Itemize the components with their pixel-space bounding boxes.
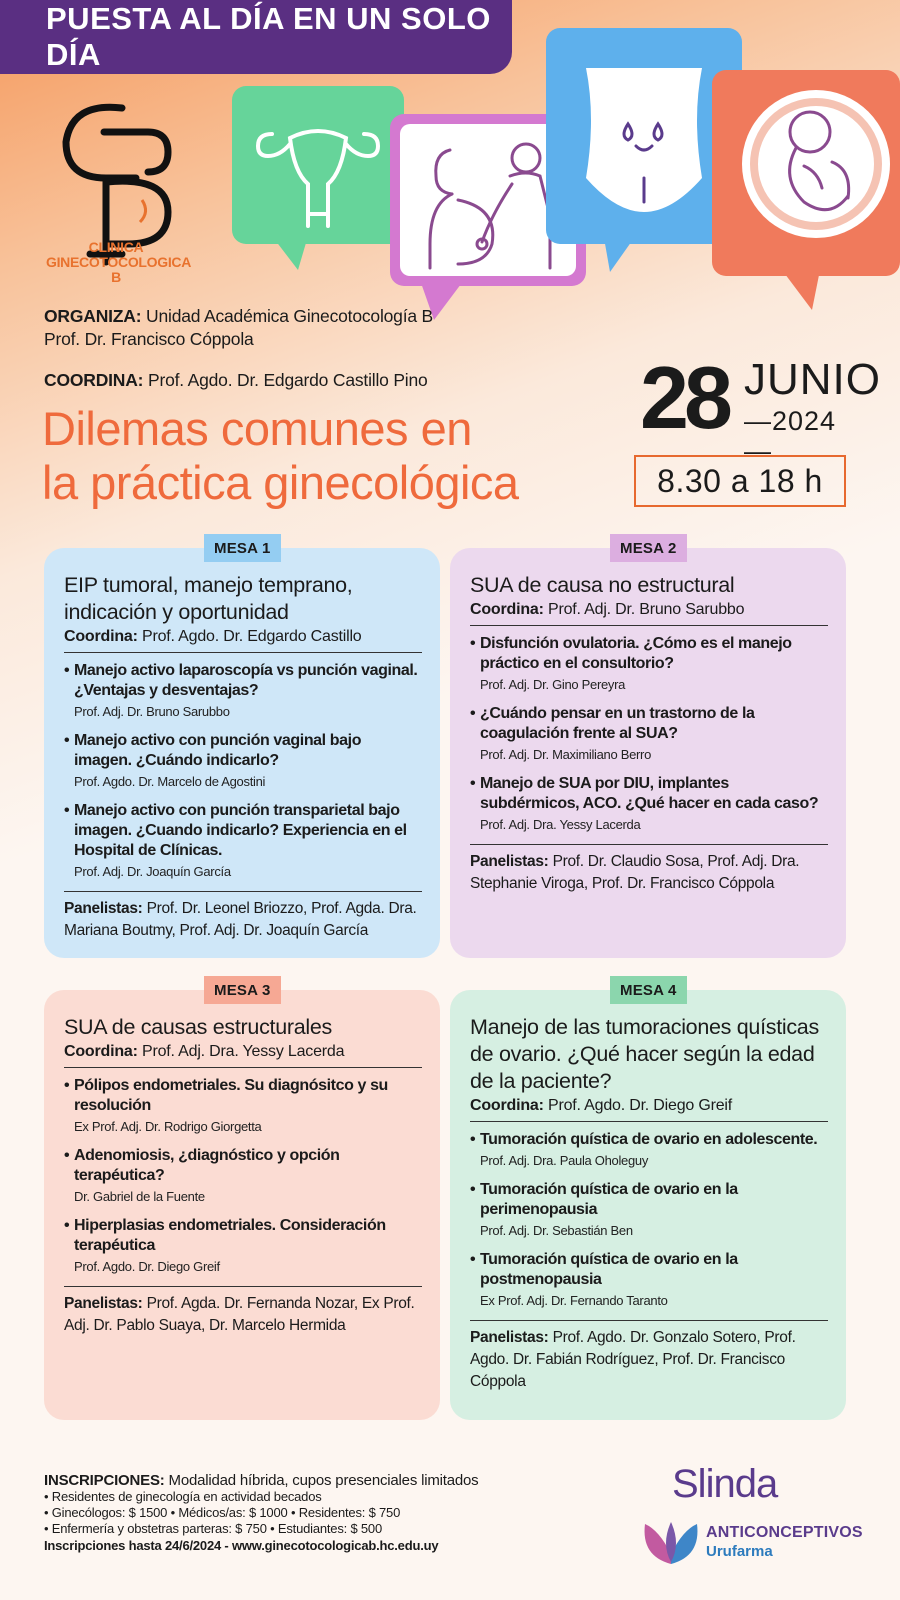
logo-line-1: CLINICA: [88, 239, 144, 255]
registration-line-1: • Residentes de ginecología en actividad becados: [44, 1489, 322, 1504]
registration-line-3: • Enfermería y obstetras parteras: $ 750 • Estudiantes: $ 500: [44, 1521, 382, 1536]
mesa-1-coord-name: Prof. Agdo. Dr. Edgardo Castillo: [142, 628, 362, 645]
panel-names: Prof. Agda. Dr. Fernanda Nozar, Ex Prof. Adj. Dr. Pablo Suaya, Dr. Marcelo Hermida: [64, 1295, 415, 1334]
mesa-3-tag: MESA 3: [204, 976, 281, 1004]
logo-line-2: GINECOTOCOLOGICA: [46, 254, 192, 270]
registration-label: INSCRIPCIONES:: [44, 1472, 165, 1489]
organiza-label: ORGANIZA:: [44, 306, 142, 326]
panel-label: Panelistas:: [64, 1295, 143, 1312]
sponsor-line-1: ANTICONCEPTIVOS: [706, 1524, 863, 1541]
title-line-2: la práctica ginecológica: [42, 456, 519, 509]
organizer-info: [44, 305, 433, 351]
item-speaker: Prof. Adj. Dr. Gino Pereyra: [480, 677, 626, 692]
mesa-3-card: [44, 981, 440, 1420]
item-speaker: Ex Prof. Adj. Dr. Rodrigo Giorgetta: [74, 1119, 262, 1134]
sponsor-flower-icon: [640, 1516, 702, 1566]
mesa-2-card: [450, 539, 846, 958]
item-text: Tumoración quística de ovario en la perimenopausia: [480, 1181, 738, 1218]
date-month: JUNIO: [744, 355, 881, 404]
mesa-3-item-3: • Hiperplasias endometriales. Consideración terapéutica Prof. Agdo. Dr. Diego Greif: [64, 1216, 422, 1276]
panel-names: Prof. Dr. Claudio Sosa, Prof. Adj. Dra. Stephanie Viroga, Prof. Dr. Francisco Cóppola: [470, 853, 800, 892]
item-speaker: Prof. Adj. Dr. Bruno Sarubbo: [74, 704, 230, 719]
mesa-2-title: SUA de causa no estructural: [470, 573, 735, 597]
mesa-3-coordinator: [64, 1041, 422, 1068]
panel-names: Prof. Agdo. Dr. Gonzalo Sotero, Prof. Agdo. Dr. Fabián Rodríguez, Prof. Dr. Francisco Cóppola: [470, 1329, 796, 1390]
logo-line-3: B: [111, 269, 121, 285]
mesa-1-card: [44, 539, 440, 958]
mesa-4-item-2: • Tumoración quística de ovario en la perimenopausia Prof. Adj. Dr. Sebastián Ben: [470, 1180, 828, 1240]
uterus-bubble: [232, 86, 404, 244]
mesa-3-panel: [64, 1286, 422, 1337]
fetus-icon: [712, 70, 900, 276]
mesa-3-coord-name: Prof. Adj. Dra. Yessy Lacerda: [142, 1043, 345, 1060]
item-text: Tumoración quística de ovario en la postmenopausia: [480, 1251, 738, 1288]
mesa-4-tag: MESA 4: [610, 976, 687, 1004]
item-speaker: Prof. Adj. Dr. Maximiliano Berro: [480, 747, 652, 762]
mesa-1-item-3: • Manejo activo con punción transparietal bajo imagen. ¿Cuando indicarlo? Experiencia en el Hospital de Clínicas. Prof. Adj. Dr. Joaquín García: [64, 801, 422, 881]
mesa-2-coord-name: Prof. Adj. Dr. Bruno Sarubbo: [548, 601, 745, 618]
mesa-1-item-2: • Manejo activo con punción vaginal bajo imagen. ¿Cuándo indicarlo? Prof. Agdo. Dr. Marcelo de Agostini: [64, 731, 422, 791]
mesa-1-panel: [64, 891, 422, 942]
item-text: Tumoración quística de ovario en adolescente.: [480, 1131, 818, 1148]
panel-names: Prof. Dr. Leonel Briozzo, Prof. Agda. Dra. Mariana Boutmy, Prof. Adj. Dr. Joaquín García: [64, 900, 417, 939]
mesa-4-item-1: • Tumoración quística de ovario en adolescente. Prof. Adj. Dra. Paula Oholeguy: [470, 1130, 828, 1170]
mesa-2-item-1: • Disfunción ovulatoria. ¿Cómo es el manejo práctico en el consultorio? Prof. Adj. Dr. Gino Pereyra: [470, 634, 828, 694]
panel-label: Panelistas:: [470, 1329, 549, 1346]
event-hours: 8.30 a 18 h: [634, 455, 846, 507]
organiza-text: Unidad Académica Ginecotocología B: [146, 306, 434, 326]
item-text: Pólipos endometriales. Su diagnósitco y su resolución: [74, 1077, 388, 1114]
item-text: Hiperplasias endometriales. Consideración terapéutica: [74, 1217, 386, 1254]
mesa-1-title: EIP tumoral, manejo temprano, indicación y oportunidad: [64, 573, 353, 624]
item-speaker: Prof. Adj. Dr. Sebastián Ben: [480, 1223, 633, 1238]
sponsor-line-2: Urufarma: [706, 1543, 773, 1560]
item-text: Manejo de SUA por DIU, implantes subdérmicos, ACO. ¿Qué hacer en cada caso?: [480, 775, 819, 812]
registration-text: Modalidad híbrida, cupos presenciales limitados: [168, 1472, 479, 1489]
mesa-2-item-2: • ¿Cuándo pensar en un trastorno de la coagulación frente al SUA? Prof. Adj. Dr. Maximiliano Berro: [470, 704, 828, 764]
registration-line-2: • Ginecólogos: $ 1500 • Médicos/as: $ 1000 • Residentes: $ 750: [44, 1505, 401, 1520]
mesa-4-coord-label: Coordina:: [470, 1097, 544, 1114]
mesa-3-title: SUA de causas estructurales: [64, 1015, 332, 1039]
item-speaker: Prof. Adj. Dr. Joaquín García: [74, 864, 231, 879]
sponsor-brand: Slinda: [672, 1462, 778, 1506]
mesa-4-panel: [470, 1320, 828, 1393]
date-day: 28: [640, 348, 728, 447]
item-text: Adenomiosis, ¿diagnóstico y opción terapéutica?: [74, 1147, 340, 1184]
item-text: Disfunción ovulatoria. ¿Cómo es el manejo práctico en el consultorio?: [480, 635, 792, 672]
coordina-text: Prof. Agdo. Dr. Edgardo Castillo Pino: [147, 370, 428, 390]
mesa-1-coordinator: [64, 626, 422, 653]
item-speaker: Dr. Gabriel de la Fuente: [74, 1189, 205, 1204]
event-date: [640, 348, 881, 466]
mesa-1-coord-label: Coordina:: [64, 628, 138, 645]
date-year: —2024—: [744, 406, 837, 466]
registration-info: [44, 1472, 604, 1554]
mesa-2-coordinator: [470, 599, 828, 626]
item-text: Manejo activo con punción vaginal bajo imagen. ¿Cuándo indicarlo?: [74, 732, 362, 769]
item-text: Manejo activo laparoscopía vs punción vaginal. ¿Ventajas y desventajas?: [74, 662, 418, 699]
mesa-2-panel: [470, 844, 828, 895]
item-speaker: Ex Prof. Adj. Dr. Fernando Taranto: [480, 1293, 668, 1308]
mesa-1-tag: MESA 1: [204, 534, 281, 562]
mesa-2-item-3: • Manejo de SUA por DIU, implantes subdérmicos, ACO. ¿Qué hacer en cada caso? Prof. Adj. Dra. Yessy Lacerda: [470, 774, 828, 834]
item-speaker: Prof. Adj. Dra. Paula Oholeguy: [480, 1153, 649, 1168]
item-text: Manejo activo con punción transparietal bajo imagen. ¿Cuando indicarlo? Experiencia en el Hospital de Clínicas.: [74, 802, 407, 859]
panel-label: Panelistas:: [64, 900, 143, 917]
mesa-3-item-2: • Adenomiosis, ¿diagnóstico y opción terapéutica? Dr. Gabriel de la Fuente: [64, 1146, 422, 1206]
registration-deadline: Inscripciones hasta 24/6/2024 - www.ginecotocologicab.hc.edu.uy: [44, 1538, 439, 1553]
uterus-icon: [232, 86, 404, 244]
mesa-4-item-3: • Tumoración quística de ovario en la postmenopausia Ex Prof. Adj. Dr. Fernando Taranto: [470, 1250, 828, 1310]
mesa-2-tag: MESA 2: [610, 534, 687, 562]
item-speaker: Prof. Agdo. Dr. Marcelo de Agostini: [74, 774, 266, 789]
item-text: ¿Cuándo pensar en un trastorno de la coagulación frente al SUA?: [480, 705, 755, 742]
event-banner: PUESTA AL DÍA EN UN SOLO DÍA: [0, 0, 512, 74]
organiza-text-2: Prof. Dr. Francisco Cóppola: [44, 329, 254, 349]
mesa-4-coord-name: Prof. Agdo. Dr. Diego Greif: [548, 1097, 733, 1114]
mesa-2-coord-label: Coordina:: [470, 601, 544, 618]
fetus-bubble: [712, 70, 900, 276]
coordina-label: COORDINA:: [44, 370, 144, 390]
panel-label: Panelistas:: [470, 853, 549, 870]
mesa-4-card: [450, 981, 846, 1420]
clinic-logo-text: [46, 239, 192, 285]
mesa-1-item-1: • Manejo activo laparoscopía vs punción vaginal. ¿Ventajas y desventajas? Prof. Adj. Dr. Bruno Sarubbo: [64, 661, 422, 721]
mesa-3-coord-label: Coordina:: [64, 1043, 138, 1060]
coordinator-info: [44, 370, 428, 391]
item-speaker: Prof. Adj. Dra. Yessy Lacerda: [480, 817, 641, 832]
event-title: [42, 402, 519, 510]
mesa-4-coordinator: [470, 1095, 828, 1122]
mesa-4-title: Manejo de las tumoraciones quísticas de ovario. ¿Qué hacer según la edad de la paciente?: [470, 1015, 819, 1093]
title-line-1: Dilemas comunes en: [42, 402, 472, 455]
item-speaker: Prof. Agdo. Dr. Diego Greif: [74, 1259, 220, 1274]
mesa-3-item-1: • Pólipos endometriales. Su diagnósitco y su resolución Ex Prof. Adj. Dr. Rodrigo Giorgetta: [64, 1076, 422, 1136]
